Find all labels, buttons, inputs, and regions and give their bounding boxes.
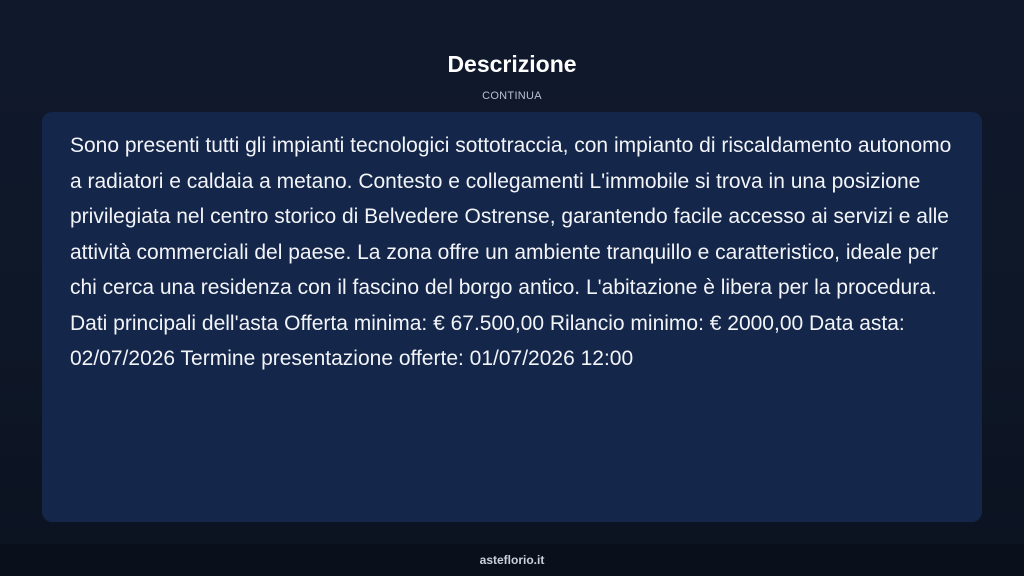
description-card [42,112,982,522]
description-text: Sono presenti tutti gli impianti tecnologici sottotraccia, con impianto di riscaldamento autonomo a radiatori e caldaia a metano. Contesto e collegamenti L'immobile si trova in una posizione privilegiata nel centro storico di Belvedere Ostrense, garantendo facile accesso ai servizi e alle attività commerciali del paese. La zona offre un ambiente tranquillo e caratteristico, ideale per chi cerca una residenza con il fascino del borgo antico. L'abitazione è libera per la procedura. Dati principali dell'asta Offerta minima: € 67.500,00 Rilancio minimo: € 2000,00 Data asta: 02/07/2026 Termine presentazione offerte: 01/07/2026 12:00 [70,134,952,370]
continue-label[interactable]: CONTINUA [482,90,542,102]
footer-site-label: asteflorio.it [479,553,545,567]
footer [0,544,1024,576]
page-title: Descrizione [447,51,577,77]
